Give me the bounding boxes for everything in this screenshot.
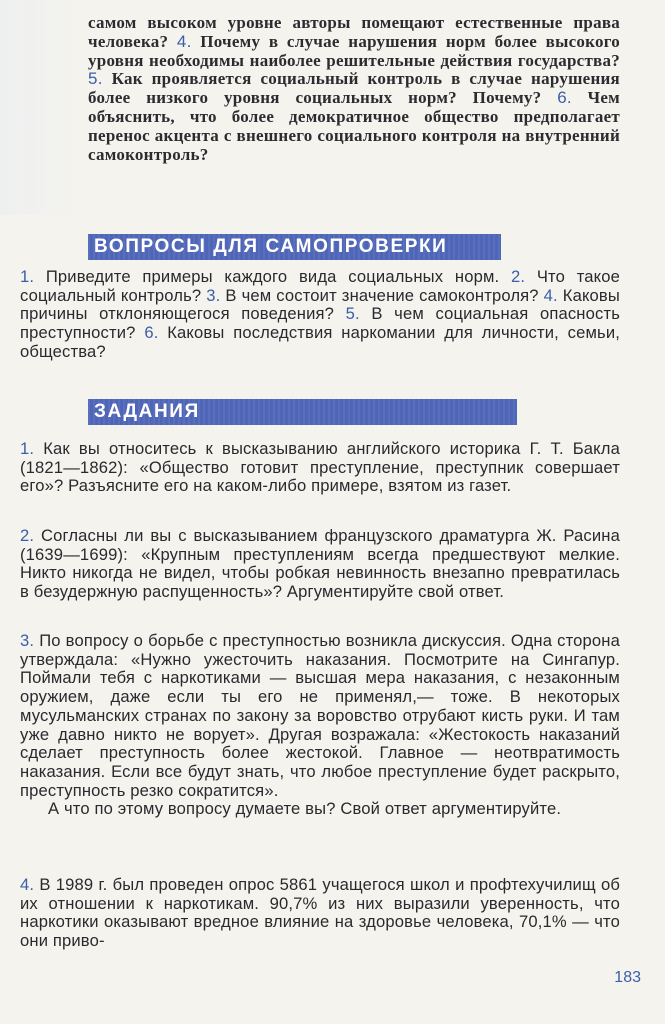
self-check-number: 1. bbox=[20, 267, 35, 286]
task-number-3: 3. bbox=[20, 631, 35, 650]
self-check-number: 5. bbox=[345, 304, 360, 324]
self-check-text: В чем состоит значение самоконтроля? bbox=[225, 285, 539, 305]
self-check-questions bbox=[20, 268, 620, 362]
task-4 bbox=[20, 876, 620, 951]
continuation-lead: самом высоком уровне авторы помещают естественные права человека? bbox=[88, 13, 620, 51]
task-number-2: 2. bbox=[20, 526, 35, 545]
tasks-heading: ЗАДАНИЯ bbox=[88, 399, 517, 425]
question-number-5: 5. bbox=[88, 69, 103, 89]
self-check-text: В чем социальная опасность преступности? bbox=[20, 304, 620, 343]
self-check-text: Что такое социальный контроль? bbox=[20, 267, 620, 305]
self-check-text: Каковы причины отклоняющегося поведения? bbox=[20, 285, 620, 324]
question-text-4: Почему в случае нарушения норм более высокого уровня необходимы наиболее решительные действия государства? bbox=[88, 31, 621, 70]
question-number-6: 6. bbox=[557, 88, 572, 108]
continuation-paragraph bbox=[88, 14, 620, 164]
task-text-1: Как вы относитесь к высказыванию английского историка Г. Т. Бакла (1821—1862): «Общество готовит преступление, преступник совершает его»? Разъясните его на каком-либо примере, взятом из газет. bbox=[20, 439, 620, 496]
question-text-5: Как проявляется социальный контроль в случае нарушения более низкого уровня социальных норм? Почему? bbox=[88, 69, 620, 108]
question-number-4: 4. bbox=[176, 31, 192, 51]
task-2 bbox=[20, 527, 620, 602]
task-number-1: 1. bbox=[20, 439, 35, 458]
task-3 bbox=[20, 632, 620, 819]
self-check-number: 3. bbox=[206, 285, 221, 305]
task-3-followup: А что по этому вопросу думаете вы? Свой ответ аргументируйте. bbox=[48, 799, 562, 819]
self-check-heading: ВОПРОСЫ ДЛЯ САМОПРОВЕРКИ bbox=[88, 234, 501, 260]
task-text-4: В 1989 г. был проведен опрос 5861 учащегося школ и профтехучилищ об их отношении к наркотикам. 90,7% из них выразили уверенность, что наркотики оказывают вредное влияние на здоровье человека, 70,1% — что они приво- bbox=[20, 875, 620, 951]
self-check-number: 4. bbox=[543, 285, 558, 305]
task-text-2: Согласны ли вы с высказыванием французского драматурга Ж. Расина (1639—1699): «Крупным преступлениям всегда предшествуют мелкие. Никто никогда не видел, чтобы робкая невинность внезапно превратилась в безудержную распущенность»? Аргументируйте свой ответ. bbox=[20, 526, 620, 602]
task-number-4: 4. bbox=[20, 875, 35, 894]
task-text-3: По вопросу о борьбе с преступностью возникла дискуссия. Одна сторона утверждала: «Нужно ужесточить наказания. Посмотрите на Сингапур. Поймали тебя с наркотиками — высшая мера наказания, с незаконным оружием, даже если ты его не применял,— тоже. В некоторых мусульманских странах по закону за воровство отрубают кисть руки. И там уже давно никто не ворует». Другая возражала: «Жестокость наказаний сделает преступность более жестокой. Главное — неотвратимость наказания. Если все будут знать, что любое преступление будет раскрыто, преступность резко сократится». bbox=[20, 631, 620, 800]
self-check-text: Каковы последствия наркомании для личности, семьи, общества? bbox=[20, 323, 620, 361]
page-number: 183 bbox=[614, 969, 641, 986]
page-margin-strip bbox=[0, 0, 80, 215]
self-check-number: 2. bbox=[511, 267, 526, 286]
task-1 bbox=[20, 440, 620, 496]
question-text-6: Чем объяснить, что более демократичное общество предполагает перенос акцента с внешнего социального контроля на внутренний самоконтроль? bbox=[88, 88, 621, 164]
self-check-number: 6. bbox=[144, 323, 159, 343]
self-check-text: Приведите примеры каждого вида социальных норм. bbox=[45, 267, 500, 286]
